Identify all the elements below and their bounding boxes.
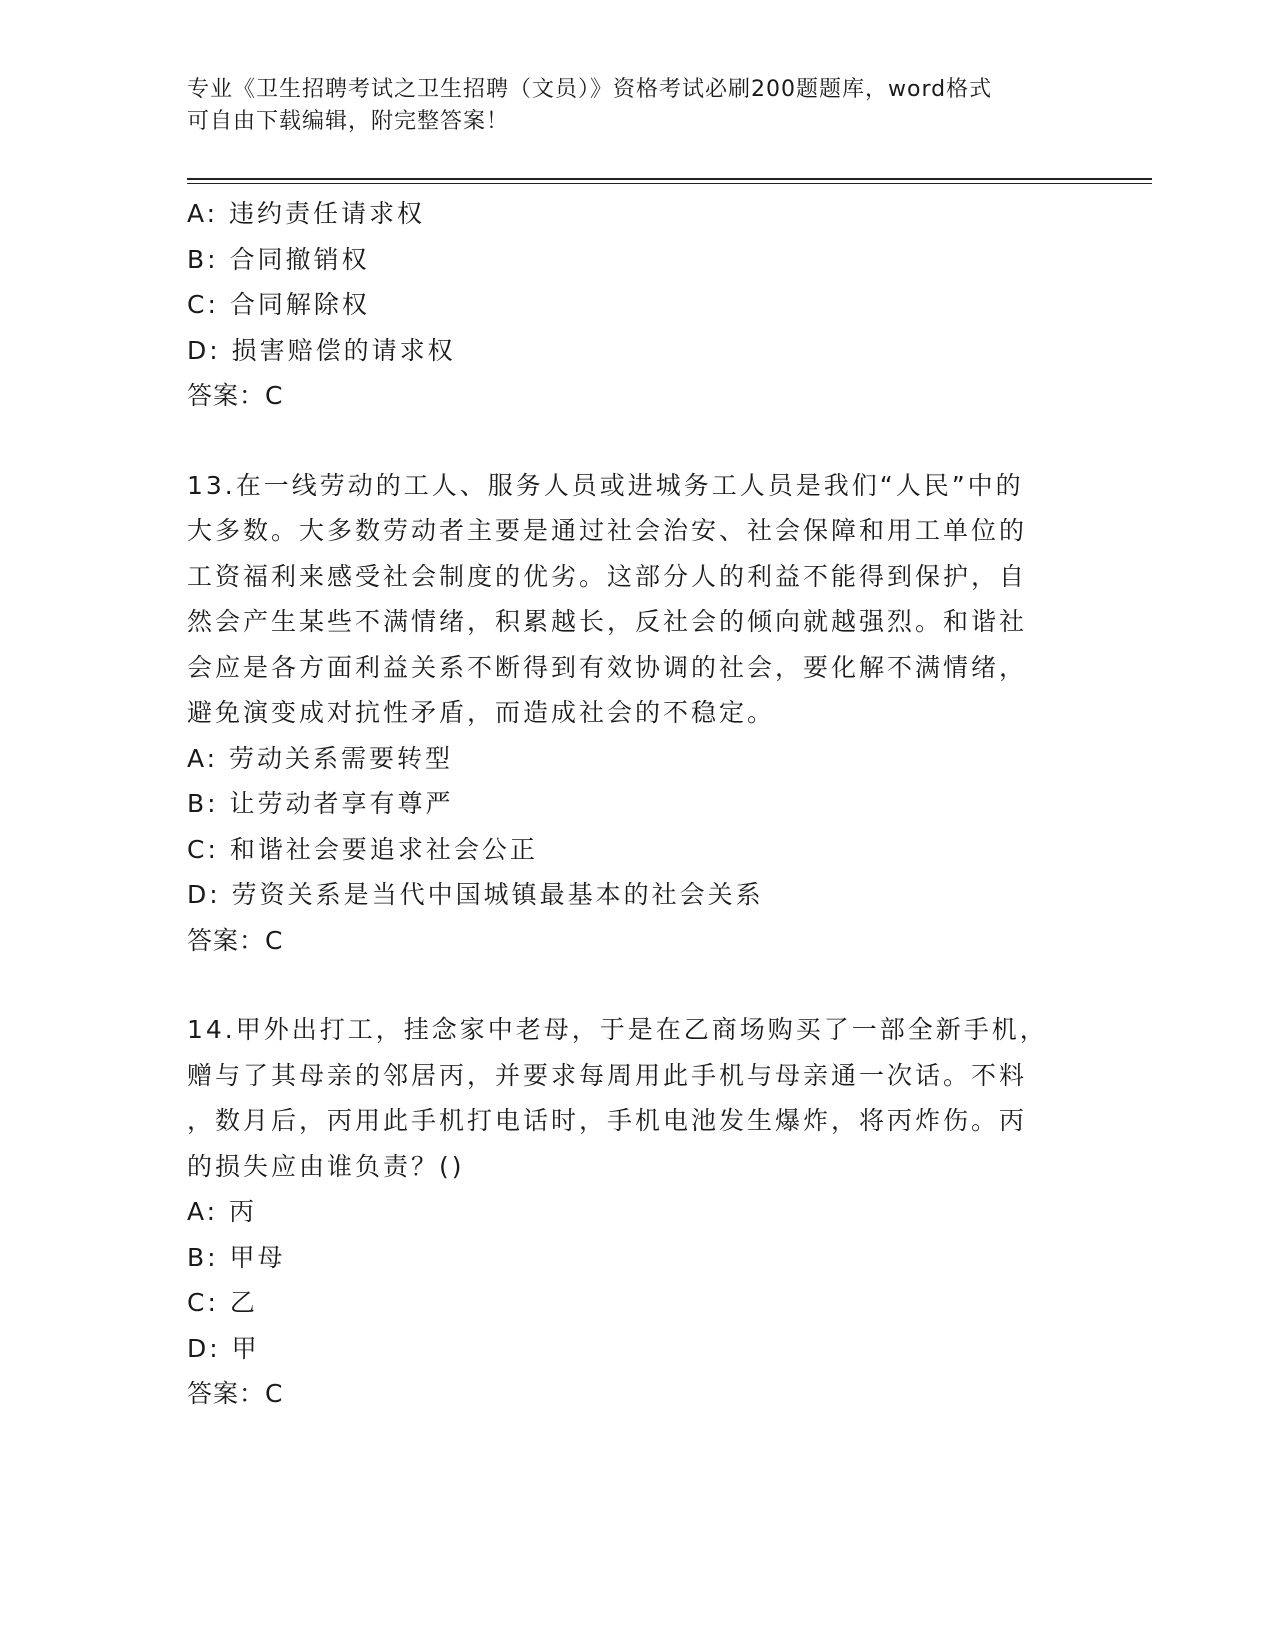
question-12 xyxy=(187,191,1087,419)
q14-option-a: A: 丙 xyxy=(187,1197,258,1226)
q14-stem-line: ，数月后，丙用此手机打电话时，手机电池发生爆炸，将丙炸伤。丙 xyxy=(187,1106,1028,1135)
q14-stem xyxy=(187,1007,1087,1189)
header-line-2: 可自由下载编辑，附完整答案！ xyxy=(187,109,510,134)
q13-option-a: A: 劳动关系需要转型 xyxy=(187,743,454,773)
q13-stem-line: 避免演变成对抗性矛盾，而造成社会的不稳定。 xyxy=(187,698,776,727)
q13-stem-line: 会应是各方面利益关系不断得到有效协调的社会，要化解不满情绪， xyxy=(187,652,1028,682)
q13-stem-line: 大多数。大多数劳动者主要是通过社会治安、社会保障和用工单位的 xyxy=(187,516,1028,545)
document-header xyxy=(187,74,1067,138)
q13-answer: 答案：C xyxy=(187,925,284,955)
q12-option-a: A: 违约责任请求权 xyxy=(187,199,426,228)
header-rule-thick xyxy=(187,178,1152,180)
header-rule-thin xyxy=(187,183,1152,184)
q13-stem-line: 工资福利来感受社会制度的优劣。这部分人的利益不能得到保护，自 xyxy=(187,561,1028,591)
q12-option-b: B: 合同撤销权 xyxy=(187,244,370,274)
q14-stem-line: 的损失应由谁负责？() xyxy=(187,1151,465,1181)
question-13 xyxy=(187,463,1087,964)
q12-option-c: C: 合同解除权 xyxy=(187,290,370,319)
q13-stem-line: 然会产生某些不满情绪，积累越长，反社会的倾向就越强烈。和谐社 xyxy=(187,607,1028,636)
q12-answer: 答案：C xyxy=(187,381,284,410)
q13-stem-line: 13.在一线劳动的工人、服务人员或进城务工人员是我们“人民”中的 xyxy=(187,470,1024,500)
q14-answer: 答案：C xyxy=(187,1379,284,1408)
q12-option-d: D: 损害赔偿的请求权 xyxy=(187,335,456,365)
q13-option-c: C: 和谐社会要追求社会公正 xyxy=(187,834,538,864)
q14-option-c: C: 乙 xyxy=(187,1288,258,1317)
q13-option-d: D: 劳资关系是当代中国城镇最基本的社会关系 xyxy=(187,880,764,909)
q14-option-d: D: 甲 xyxy=(187,1333,260,1363)
q13-option-b: B: 让劳动者享有尊严 xyxy=(187,789,454,818)
spacer xyxy=(187,419,1087,463)
q14-option-b: B: 甲母 xyxy=(187,1242,286,1272)
q14-stem-line: 赠与了其母亲的邻居丙，并要求每周用此手机与母亲通一次话。不料 xyxy=(187,1060,1028,1090)
q14-stem-line: 14.甲外出打工，挂念家中老母，于是在乙商场购买了一部全新手机， xyxy=(187,1015,1048,1044)
q13-stem xyxy=(187,463,1087,736)
header-line-1: 专业《卫生招聘考试之卫生招聘（文员）》资格考试必刷200题题库，word格式 xyxy=(187,77,993,102)
question-content xyxy=(187,191,1087,1417)
spacer xyxy=(187,963,1087,1007)
question-14 xyxy=(187,1007,1087,1417)
